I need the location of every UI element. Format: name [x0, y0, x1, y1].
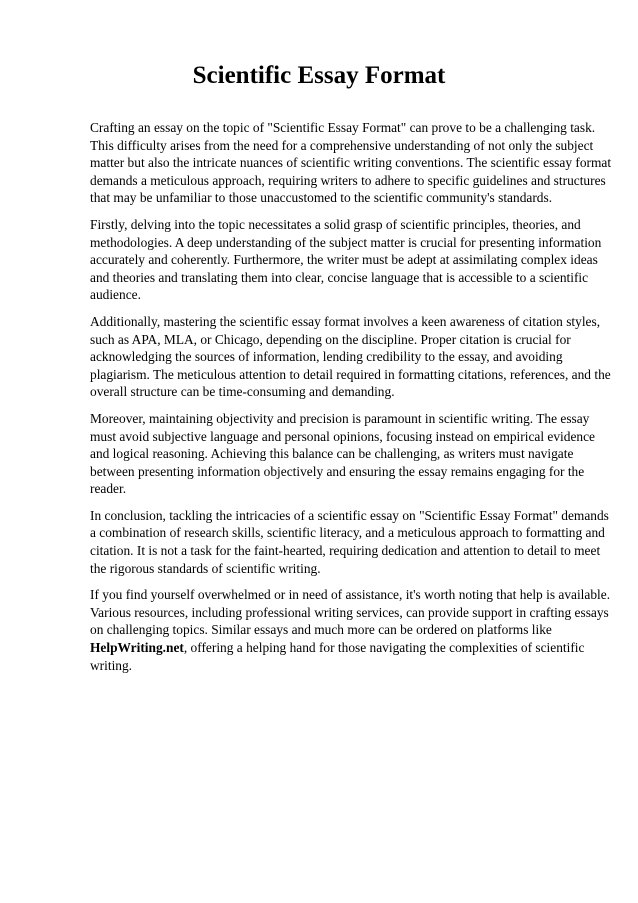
text-line: such as APA, MLA, or Chicago, depending on the discipline. Proper citation is crucial for	[90, 331, 571, 347]
text-line: accurately and coherently. Furthermore, the writer must be adept at assimilating complex ideas	[90, 252, 598, 268]
text-line: citation. It is not a task for the faint-hearted, requiring dedication and attention to detail to meet	[90, 543, 601, 559]
text-line: Moreover, maintaining objectivity and precision is paramount in scientific writing. The essay	[90, 410, 590, 426]
text-line: and logical reasoning. Achieving this balance can be challenging, as writers must navigate	[90, 446, 574, 462]
paragraph-6	[90, 586, 610, 674]
text-after-link: , offering a helping hand for those navigating the complexities of scientific	[183, 640, 585, 656]
text-line	[90, 639, 610, 657]
text-line: Various resources, including professional writing services, can provide support in crafting essays	[90, 604, 609, 620]
paragraph-2	[90, 216, 610, 304]
document-body	[90, 119, 610, 683]
text-line: a combination of research skills, scientific literacy, and a meticulous approach to formatting and	[90, 525, 605, 541]
text-line: If you find yourself overwhelmed or in need of assistance, it's worth noting that help is available.	[90, 587, 611, 603]
text-line: In conclusion, tackling the intricacies of a scientific essay on "Scientific Essay Format" demands	[90, 507, 609, 523]
text-line: This difficulty arises from the need for a comprehensive understanding of not only the subject	[90, 137, 594, 153]
page-title: Scientific Essay Format	[192, 62, 446, 89]
text-line: Additionally, mastering the scientific essay format involves a keen awareness of citation styles,	[90, 313, 601, 329]
paragraph-3	[90, 313, 610, 401]
text-line: between presenting information objectively and ensuring the essay remains engaging for the	[90, 463, 585, 479]
paragraph-4	[90, 410, 610, 498]
text-line: matter but also the intricate nuances of scientific writing conventions. The scientific essay format	[90, 155, 612, 171]
paragraph-1	[90, 119, 610, 207]
text-line: must avoid subjective language and personal opinions, focusing instead on empirical evidence	[90, 428, 595, 444]
text-line: overall structure can be time-consuming and demanding.	[90, 384, 395, 400]
text-line: that may be unfamiliar to those unaccustomed to the scientific community's standards.	[90, 190, 553, 206]
text-line: writing.	[90, 657, 133, 673]
text-line: audience.	[90, 287, 141, 303]
text-line: and theories and translating them into clear, concise language that is accessible to a scientific	[90, 269, 589, 285]
text-line: reader.	[90, 481, 127, 497]
text-line: acknowledging the sources of information, lending credibility to the essay, and avoiding	[90, 349, 563, 365]
text-line: demands a meticulous approach, requiring writers to adhere to specific guidelines and structures	[90, 172, 606, 188]
helpwriting-link[interactable]: HelpWriting.net	[90, 640, 184, 656]
text-line: the rigorous standards of scientific writing.	[90, 560, 321, 576]
text-line: plagiarism. The meticulous attention to detail required in formatting citations, references, and the	[90, 366, 611, 382]
text-line: methodologies. A deep understanding of the subject matter is crucial for presenting information	[90, 234, 602, 250]
paragraph-5	[90, 507, 610, 577]
text-line: on challenging topics. Similar essays and much more can be ordered on platforms like	[90, 622, 552, 638]
text-line: Firstly, delving into the topic necessitates a solid grasp of scientific principles, theories, and	[90, 216, 581, 232]
text-line: Crafting an essay on the topic of "Scientific Essay Format" can prove to be a challenging task.	[90, 120, 596, 135]
